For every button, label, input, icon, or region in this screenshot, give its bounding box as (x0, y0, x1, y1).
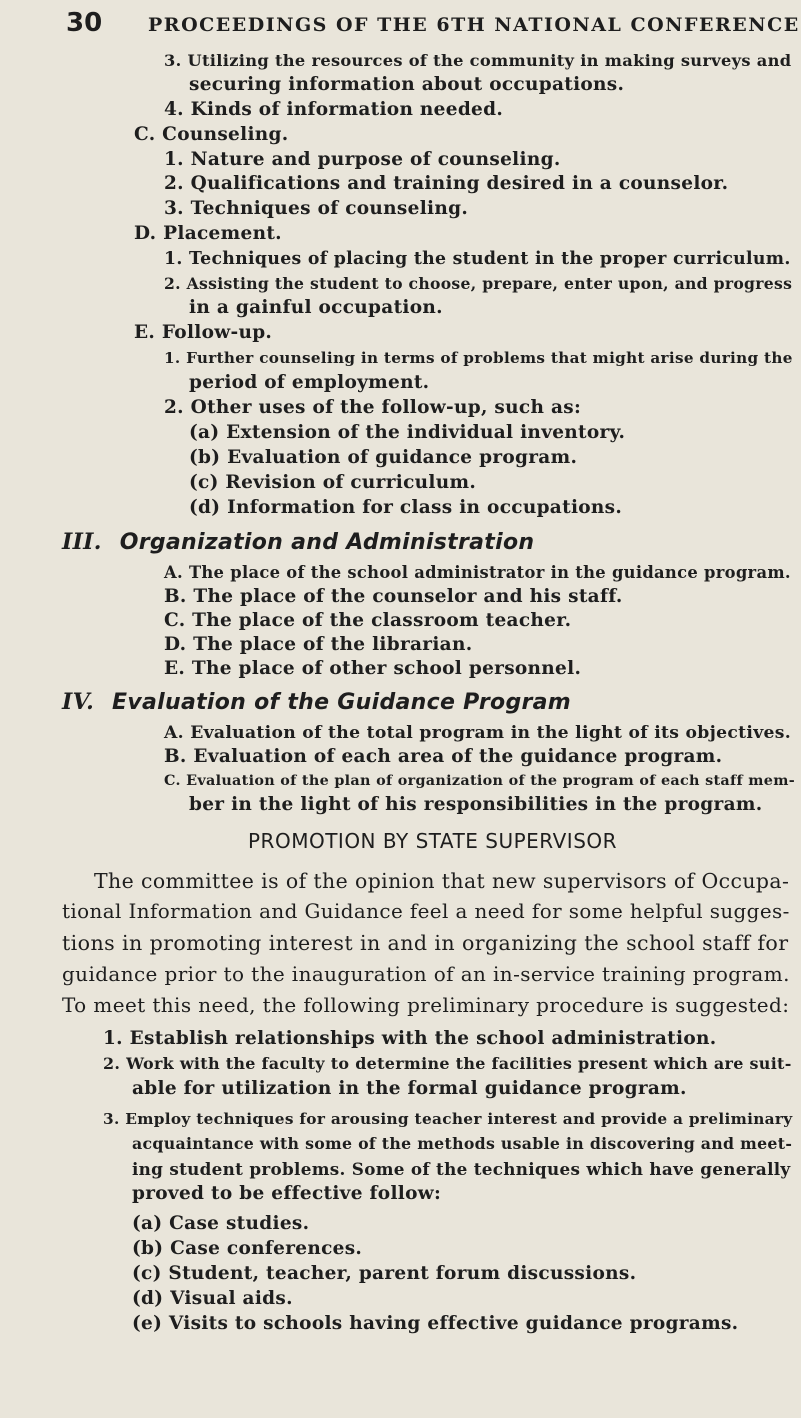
outline-item: A. The place of the school administrator in the guidance program. (164, 563, 791, 582)
outline-heading: E. Follow-up. (134, 322, 273, 343)
outline-item: 4. Kinds of information needed. (164, 99, 504, 120)
outline-item: 2. Other uses of the follow-up, such as: (164, 397, 582, 418)
outline-item: (a) Extension of the individual inventory. (189, 422, 626, 443)
outline-item: (b) Evaluation of guidance program. (189, 447, 578, 468)
outline-item: A. Evaluation of the total program in the light of its objectives. (164, 723, 791, 743)
outline-item: E. The place of other school personnel. (164, 658, 582, 679)
list-item: proved to be effective follow: (132, 1183, 442, 1204)
outline-item: 1. Further counseling in terms of problems that might arise during the (164, 349, 793, 367)
outline-item: 2. Qualifications and training desired in a counselor. (164, 173, 729, 194)
outline-item: C. Evaluation of the plan of organization of the program of each staff mem- (164, 773, 795, 789)
section-number: III. (62, 529, 102, 555)
list-item: able for utilization in the formal guidance program. (132, 1078, 687, 1099)
outline-item: D. The place of the librarian. (164, 634, 473, 655)
section-title-promotion: PROMOTION BY STATE SUPERVISOR (248, 829, 618, 853)
outline-item: 2. Assisting the student to choose, prepare, enter upon, and progress (164, 274, 793, 293)
list-item: 1. Establish relationships with the school administration. (103, 1028, 717, 1049)
list-item: 2. Work with the faculty to determine the facilities present which are suit- (103, 1054, 792, 1073)
outline-item: ber in the light of his responsibilities in the program. (189, 794, 763, 815)
running-header (60, 4, 800, 48)
page-number: 30 (66, 8, 103, 38)
list-item: (d) Visual aids. (132, 1288, 293, 1309)
section-title: Organization and Administration (119, 530, 535, 555)
paragraph-line: tions in promoting interest in and in organizing the school staff for (62, 931, 789, 955)
outline-item: securing information about occupations. (189, 74, 625, 95)
list-item: (a) Case studies. (132, 1213, 310, 1234)
outline-item: B. Evaluation of each area of the guidance program. (164, 746, 723, 767)
section-heading-iv (62, 690, 571, 715)
paragraph-line: The committee is of the opinion that new supervisors of Occupa- (94, 869, 790, 893)
paragraph-line: To meet this need, the following preliminary procedure is suggested: (62, 993, 790, 1017)
outline-heading: C. Counseling. (134, 124, 289, 145)
list-item: (c) Student, teacher, parent forum discussions. (132, 1263, 637, 1284)
running-title: PROCEEDINGS OF THE 6TH NATIONAL CONFERENCE (148, 14, 800, 36)
outline-item: 1. Nature and purpose of counseling. (164, 149, 561, 170)
list-item: ing student problems. Some of the techniques which have generally (132, 1159, 791, 1179)
outline-item: 3. Utilizing the resources of the community in making surveys and (164, 51, 792, 70)
section-number: IV. (62, 689, 95, 715)
list-item: (b) Case conferences. (132, 1238, 363, 1259)
paragraph-line: guidance prior to the inauguration of an in-service training program. (62, 962, 790, 986)
outline-item: C. The place of the classroom teacher. (164, 610, 572, 631)
section-title: Evaluation of the Guidance Program (112, 690, 572, 715)
outline-item: B. The place of the counselor and his staff. (164, 586, 623, 607)
section-heading-iii (62, 530, 534, 555)
paragraph-line: tional Information and Guidance feel a need for some helpful sugges- (62, 900, 790, 923)
outline-item: (d) Information for class in occupations. (189, 497, 623, 518)
outline-item: 1. Techniques of placing the student in the proper curriculum. (164, 249, 791, 269)
outline-item: (c) Revision of curriculum. (189, 472, 477, 493)
list-item: (e) Visits to schools having effective guidance programs. (132, 1313, 739, 1334)
outline-item: in a gainful occupation. (189, 297, 443, 318)
list-item: 3. Employ techniques for arousing teacher interest and provide a preliminary (103, 1110, 793, 1128)
outline-item: period of employment. (189, 372, 430, 393)
outline-heading: D. Placement. (134, 223, 282, 244)
list-item: acquaintance with some of the methods usable in discovering and meet- (132, 1134, 793, 1153)
outline-item: 3. Techniques of counseling. (164, 198, 469, 219)
